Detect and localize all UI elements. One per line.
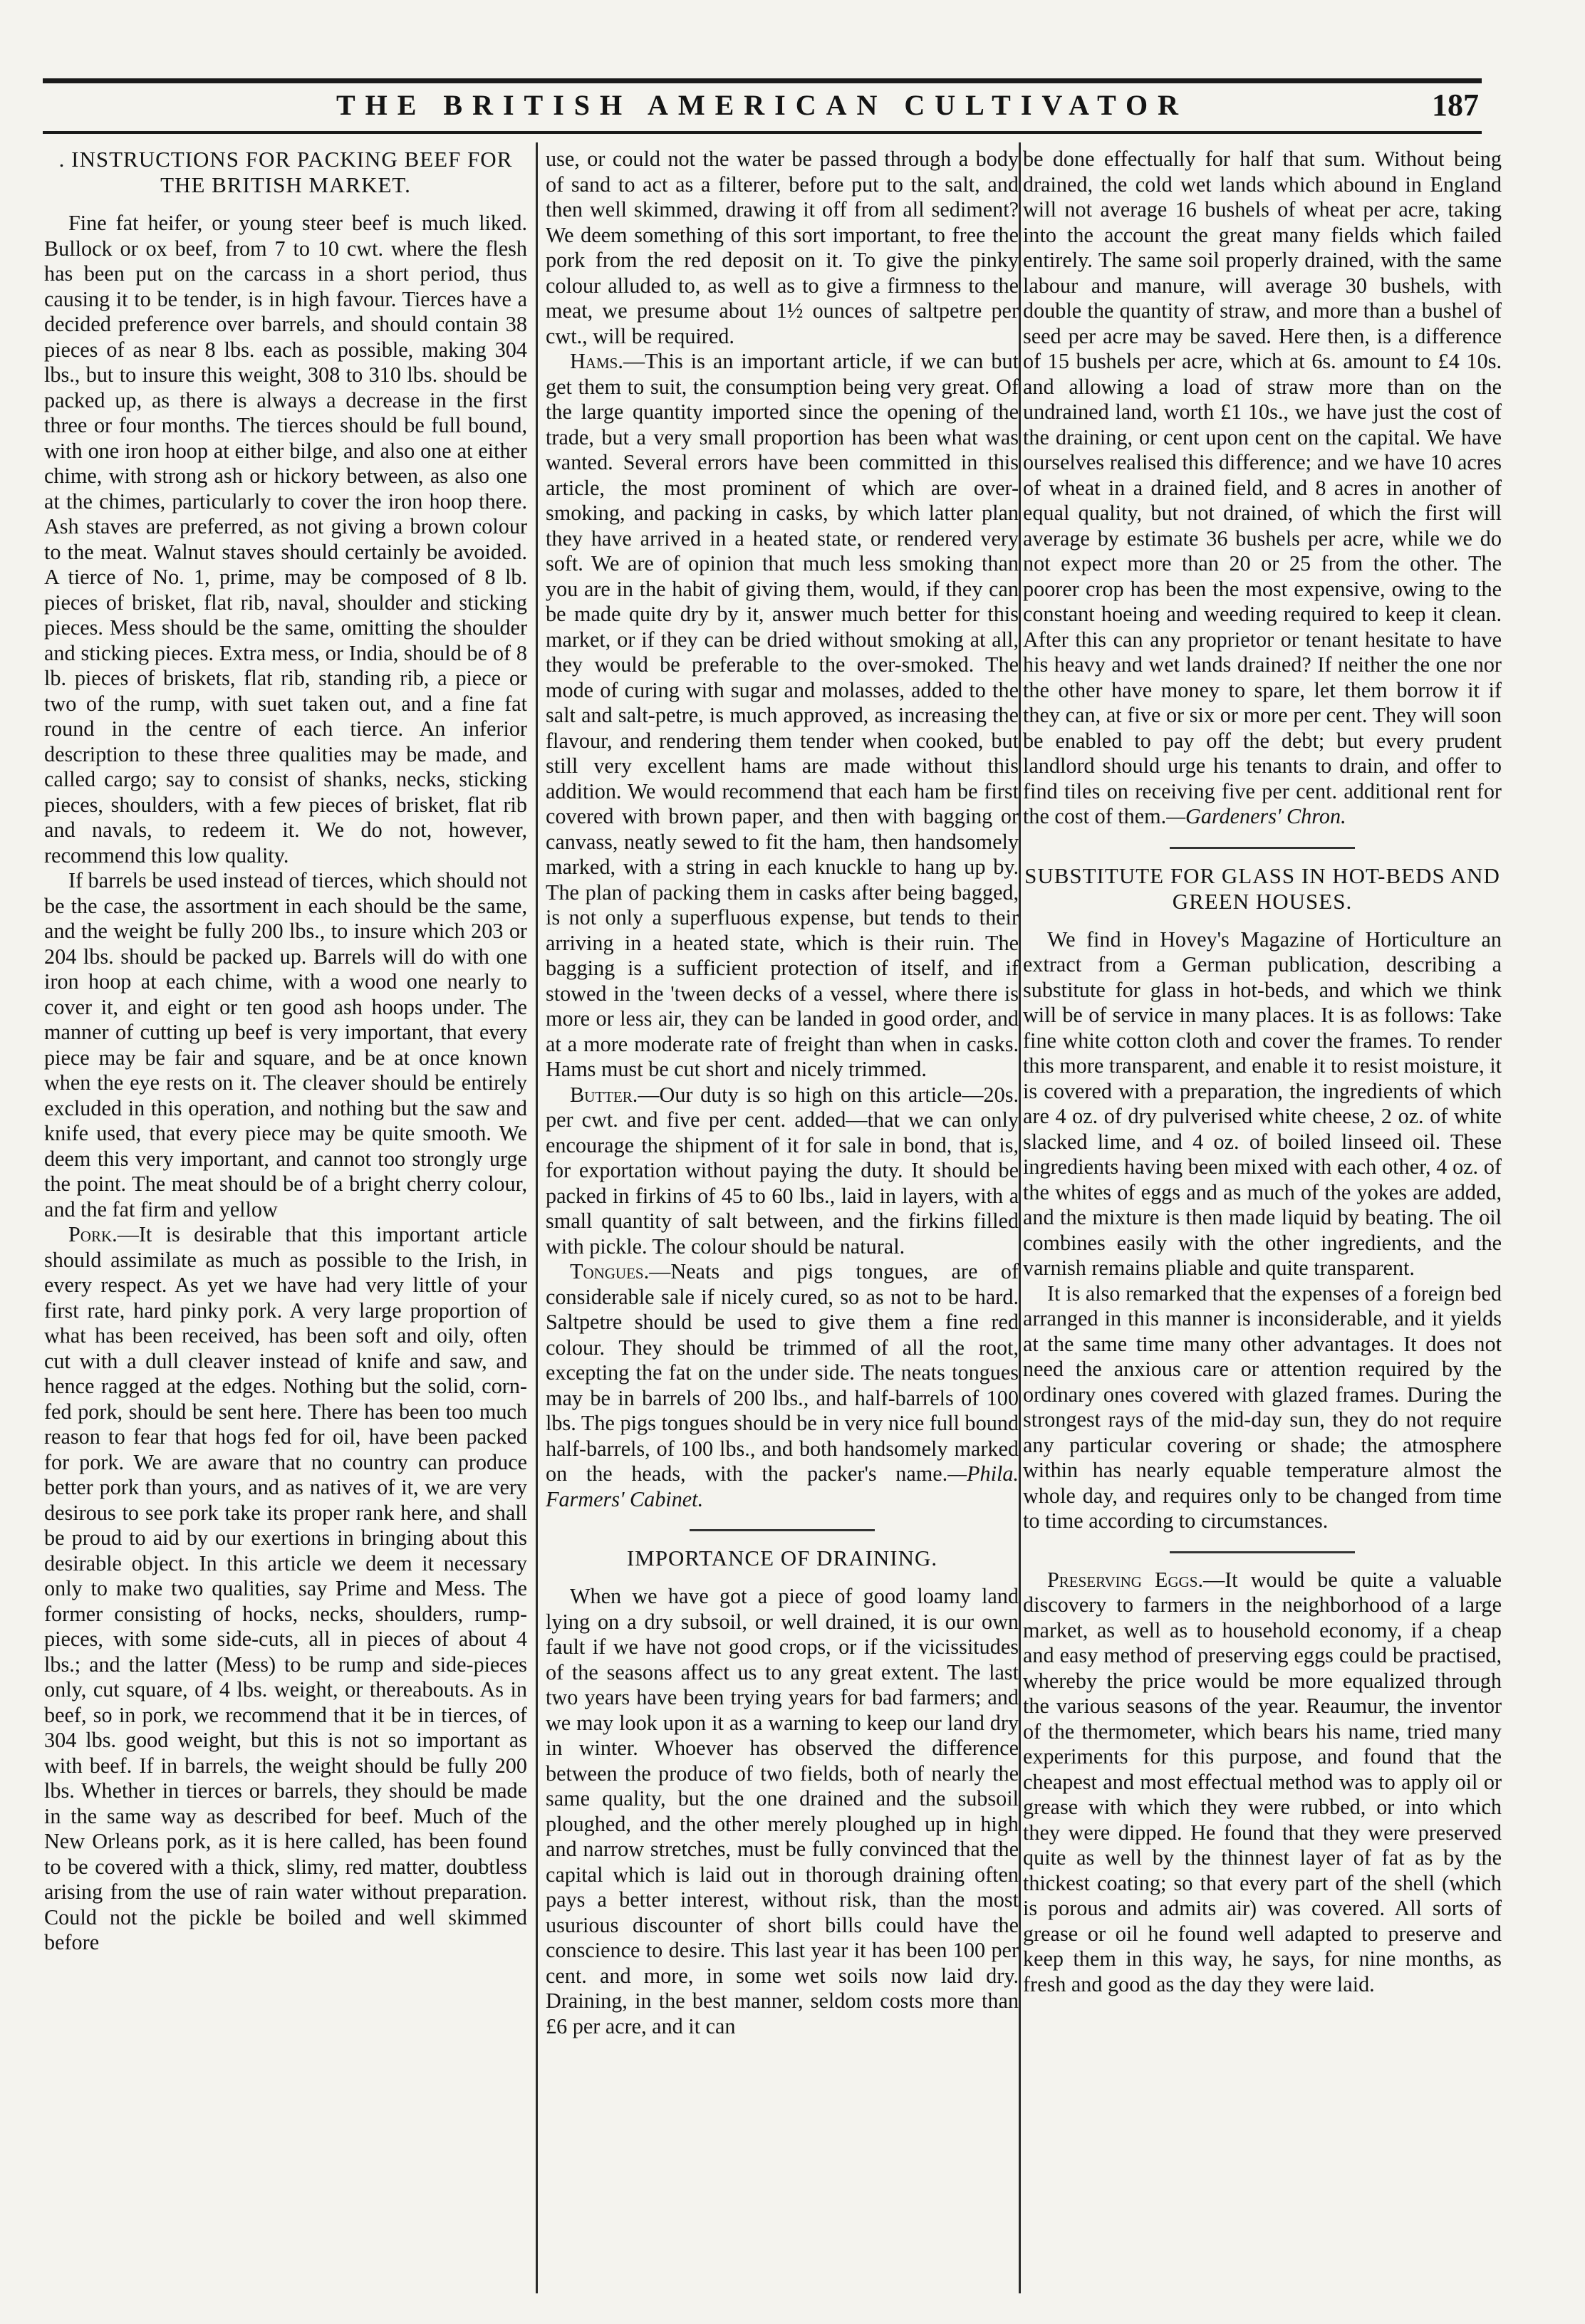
paragraph: If barrels be used instead of tierces, which should not be the case, the assortment in each should be the same, and the weight be fully 200 lbs., to insure which 203 or 204 lbs. should be packed up. Barrels will do with one iron hoop at each chime, with a wood one nearly to cover it, and eight or ten good ash hoops under. The manner of cutting up beef is very important, that every piece may be fair and square, and be at once known when the eye rests on it. The cleaver should be entirely excluded in this operation, and nothing but the saw and knife used, that every piece may be quite smooth. We deem this very important, and cannot too strongly urge the point. The meat should be of a bright cherry colour, and the fat firm and yellow — [44, 868, 527, 1221]
column-1 — [44, 147, 527, 2291]
section-lead: Pork. — [68, 1222, 118, 1246]
article-heading-glass-substitute: SUBSTITUTE FOR GLASS IN HOT-BEDS AND GREEN HOUSES. — [1024, 863, 1500, 914]
paragraph-text: —It is desirable that this important article should assimilate as much as possible to the Irish, in every respect. As yet we have had very little of your first rate, hard pinky pork. A very large proportion of what has been received, has been soft and oily, often cut with a dull cleaver instead of knife and saw, and hence ragged at the edges. Nothing but the solid, corn-fed pork, should be sent here. There has been too much reason to fear that hogs fed for oil, have been packed for pork. We are aware that no country can produce better pork than yours, and as natives of it, we are very desirous to see pork take its proper rank here, and shall be proud to aid by our exertions in bringing about this desirable object. In this article we deem it necessary only to make two qualities, say Prime and Mess. The former consisting of hocks, necks, shoulders, rump-pieces, with some side-cuts, all in pieces of about 4 lbs.; and the latter (Mess) to be rump and side-pieces only, cut square, of 4 lbs. weight, or thereabouts. As in beef, so in pork, we recommend that it be in tierces, of 304 lbs. good weight, but this is not so important as with beef. If in barrels, the weight should be fully 200 lbs. Whether in tierces or barrels, they should be made in the same way as described for beef. Much of the New Orleans pork, as it is here called, has been found to be covered with a thick, slimy, red matter, doubtless arising from the use of rain water without preparation. Could not the pickle be boiled and well skimmed before — [44, 1222, 527, 1954]
article-heading-draining: IMPORTANCE OF DRAINING. — [626, 1546, 938, 1570]
paragraph-text: —This is an important article, if we can but get them to suit, the consumption being very great. Of the large quantity imported since the opening of the trade, but a very small proportion has been what was wanted. Several errors have been committed in this article, the most prominent of which are over-smoking, and packing in casks, by which latter plan they have arrived in a heated state, or rendered very soft. We are of opinion that much less smoking than you are in the habit of giving them, would, if they can be made quite dry by it, answer much better for this market, or if they can be dried without smoking at all, they would be preferable to the over-smoked. The mode of curing with sugar and molasses, added to the salt and salt-petre, is much approved, as increasing the flavour, and rendering them tender when cooked, but still very excellent hams are made without this addition. We would recommend that each ham be first covered with brown paper, and then with bagging or canvass, neatly sewed to fit the ham, then handsomely marked, with a string in each knuckle to hang up by. The plan of packing them in casks after being bagged, is not only a superfluous expense, but tends to their arriving in a heated state, which is their ruin. The bagging is a sufficient protection of itself, and if stowed in the 'tween decks of a vessel, where there is more or less air, they can be landed in good order, and at a more moderate rate of freight than when in casks. Hams must be cut short and nicely trimmed. — [546, 349, 1019, 1081]
section-rule — [1170, 1551, 1355, 1553]
article-heading-packing-beef: . INSTRUCTIONS FOR PACKING BEEF FOR THE BRITISH MARKET. — [58, 147, 513, 197]
paragraph-pork — [44, 1222, 527, 1956]
page-number: 187 — [1432, 88, 1479, 123]
running-header — [43, 84, 1482, 134]
paragraph-text: —Our duty is so high on this article—20s. per cwt. and five per cent. added—that we can only encourage the shipment of it for sale in bond, that is, for exportation without paying the duty. It should be packed in firkins of 45 to 60 lbs., laid in layers, with a small quantity of salt between, and the firkins filled with pickle. The colour should be natural. — [546, 1082, 1019, 1259]
column-divider-2 — [1019, 142, 1021, 2293]
section-lead: Hams. — [570, 349, 623, 373]
section-rule — [690, 1529, 875, 1531]
paragraph: We find in Hovey's Magazine of Horticulture an extract from a German publication, describing a substitute for glass in hot-beds, and which we think will be of service in many places. It is as follows: Take fine white cotton cloth and cover the frames. To render this more transparent, and enable it to resist moisture, it is covered with a preparation, the ingredients of which are 4 oz. of dry pulverised white cheese, 2 oz. of white slacked lime, and 4 oz. of boiled linseed oil. These ingredients having been mixed with each other, 4 oz. of the whites of eggs and as much of the yokes are added, and the mixture is then made liquid by beating. The oil combines easily with the other ingredients, and the varnish remains pliable and quite transparent. — [1023, 927, 1502, 1280]
paragraph — [1023, 147, 1502, 830]
running-title: THE BRITISH AMERICAN CULTIVATOR — [336, 89, 1189, 121]
paragraph: Fine fat heifer, or young steer beef is much liked. Bullock or ox beef, from 7 to 10 cwt. where the flesh has been put on the carcass in a short period, thus causing it to be tender, is in high favour. Tierces have a decided preference over barrels, and should contain 38 pieces of as near 8 lbs. each as possible, making 304 lbs., but to insure this weight, 308 to 310 lbs. should be packed up, as there is always a decrease in the first three or four months. The tierces should be full bound, with one iron hoop at either bilge, and also one at either chime, with strong ash or hickory between, as also one at the chimes, particularly to cover the iron hoop there. Ash staves are preferred, as not giving a brown colour to the meat. Walnut staves should certainly be avoided. A tierce of No. 1, prime, may be composed of 8 lb. pieces of brisket, flat rib, naval, shoulder and sticking pieces. Mess should be the same, omitting the shoulder and sticking pieces. Extra mess, or India, should be of 8 lb. pieces of briskets, flat rib, standing rib, a piece or two of the rump, with suet taken out, and a fine fat round in the centre of each tierce. An inferior description to these three qualities may be made, and called cargo; say to consist of shanks, necks, sticking pieces, shoulders, with a few pieces of brisket, flat rib and navals, to redeem it. We do not, however, recommend this low quality. — [44, 211, 527, 867]
section-lead: Tongues. — [570, 1259, 650, 1283]
top-rule — [43, 78, 1482, 83]
column-2 — [546, 147, 1019, 2291]
paragraph-butter — [546, 1083, 1019, 1260]
source-citation: —Phila. Farmers' Cabinet. — [546, 1461, 1019, 1511]
paragraph: use, or could not the water be passed through a body of sand to act as a filterer, before put to the salt, and then well skimmed, drawing it off from all sediment? We deem something of this sort important, to free the pork from the red deposit on it. To give the pinky colour alluded to, as well as to give a firmness to the meat, we presume about 1½ ounces of saltpetre per cwt., will be required. — [546, 147, 1019, 348]
paragraph-text: be done effectually for half that sum. Without being drained, the cold wet lands which abound in England will not average 16 bushels of wheat per acre, taking into the account the great many fields which failed entirely. The same soil properly drained, with the same labour and manure, will average 30 bushels, with double the quantity of straw, and more than a bushel of seed per acre may be saved. Here then, is a difference of 15 bushels per acre, which at 6s. amount to £4 10s. and allowing a load of straw more than on the undrained land, worth £1 10s., we have just the cost of the draining, or cent upon cent on the capital. We have ourselves realised this difference; and we have 10 acres of wheat in a drained field, and 8 acres in another of equal quality, but not drained, of which the first will average by estimate 36 bushels per acre, while we do not expect more than 20 or 25 from the other. The poorer crop has been the most expensive, owing to the constant hoeing and weeding required to keep it clean. After this can any proprietor or tenant hesitate to have his heavy and wet lands drained? If neither the one nor the other have money to spare, let them borrow it if they can, at five or six or more per cent. They will soon be enabled to pay off the debt; but every prudent landlord should urge his tenants to drain, and offer to find tiles on receiving five per cent. additional rent for the cost of them. — [1023, 147, 1502, 828]
paragraph: When we have got a piece of good loamy land lying on a dry subsoil, or well drained, it is our own fault if we have not good crops, or if the vicissitudes of the seasons affect us to any great extent. The last two years have been trying years for bad farmers; and we may look upon it as a warning to keep our land dry in winter. Whoever has observed the difference between the produce of two fields, both of nearly the same quality, but the one drained and the subsoil ploughed, and the other merely ploughed up in high and narrow stretches, must be fully convinced that the capital which is laid out in thorough draining often pays a better interest, without risk, than the most usurious discounter of short bills could have the conscience to desire. This last year it has been 100 per cent. and more, in some wet soils now laid dry. Draining, in the best manner, seldom costs more than £6 per acre, and it can — [546, 1584, 1019, 2038]
source-citation: —Gardeners' Chron. — [1166, 804, 1346, 828]
paragraph-preserving-eggs — [1023, 1568, 1502, 1998]
paragraph-text: —It would be quite a valuable discovery to farmers in the neighborhood of a large market, as well as to household economy, if a cheap and easy method of preserving eggs could be practised, whereby the price would be more equalized through the various seasons of the year. Reaumur, the inventor of the thermometer, which bears his name, tried many experiments for this purpose, and found that the cheapest and most effectual method was to apply oil or grease with which they were rubbed, or into which they were dipped. He found that they were preserved quite as well by the thinnest layer of fat as by the thickest coating; so that every part of the shell (which is porous and admits air) was covered. All sorts of grease or oil he found well adapted to preserve and keep them in this way, he says, for nine months, as fresh and good as the day they were laid. — [1023, 1567, 1502, 1996]
paragraph: It is also remarked that the expenses of a foreign bed arranged in this manner is inconsiderable, and it yields at the same time many other advantages. It does not need the anxious care or attention required by the ordinary ones covered with glazed frames. During the strongest rays of the mid-day sun, they do not require any particular covering or shade; the atmosphere within has nearly equable temperature almost the whole day, and requires only to be changed from time to time according to circumstances. — [1023, 1281, 1502, 1533]
paragraph-tongues — [546, 1259, 1019, 1512]
paragraph-hams — [546, 349, 1019, 1083]
column-divider-1 — [536, 142, 538, 2293]
section-lead: Preserving Eggs. — [1047, 1567, 1204, 1592]
column-3 — [1023, 147, 1502, 2291]
paragraph-text: —Neats and pigs tongues, are of considerable sale if nicely cured, so as not to be hard. Saltpetre should be used to give them a fine red colour. They should be trimmed of all the root, excepting the fat on the under side. The neats tongues may be in barrels of 200 lbs., and half-barrels of 100 lbs. The pigs tongues should be in very nice full bound half-barrels, of 100 lbs., and both handsomely marked on the heads, with the packer's name. — [546, 1259, 1019, 1486]
section-rule — [1170, 847, 1355, 849]
section-lead: Butter. — [570, 1082, 638, 1107]
